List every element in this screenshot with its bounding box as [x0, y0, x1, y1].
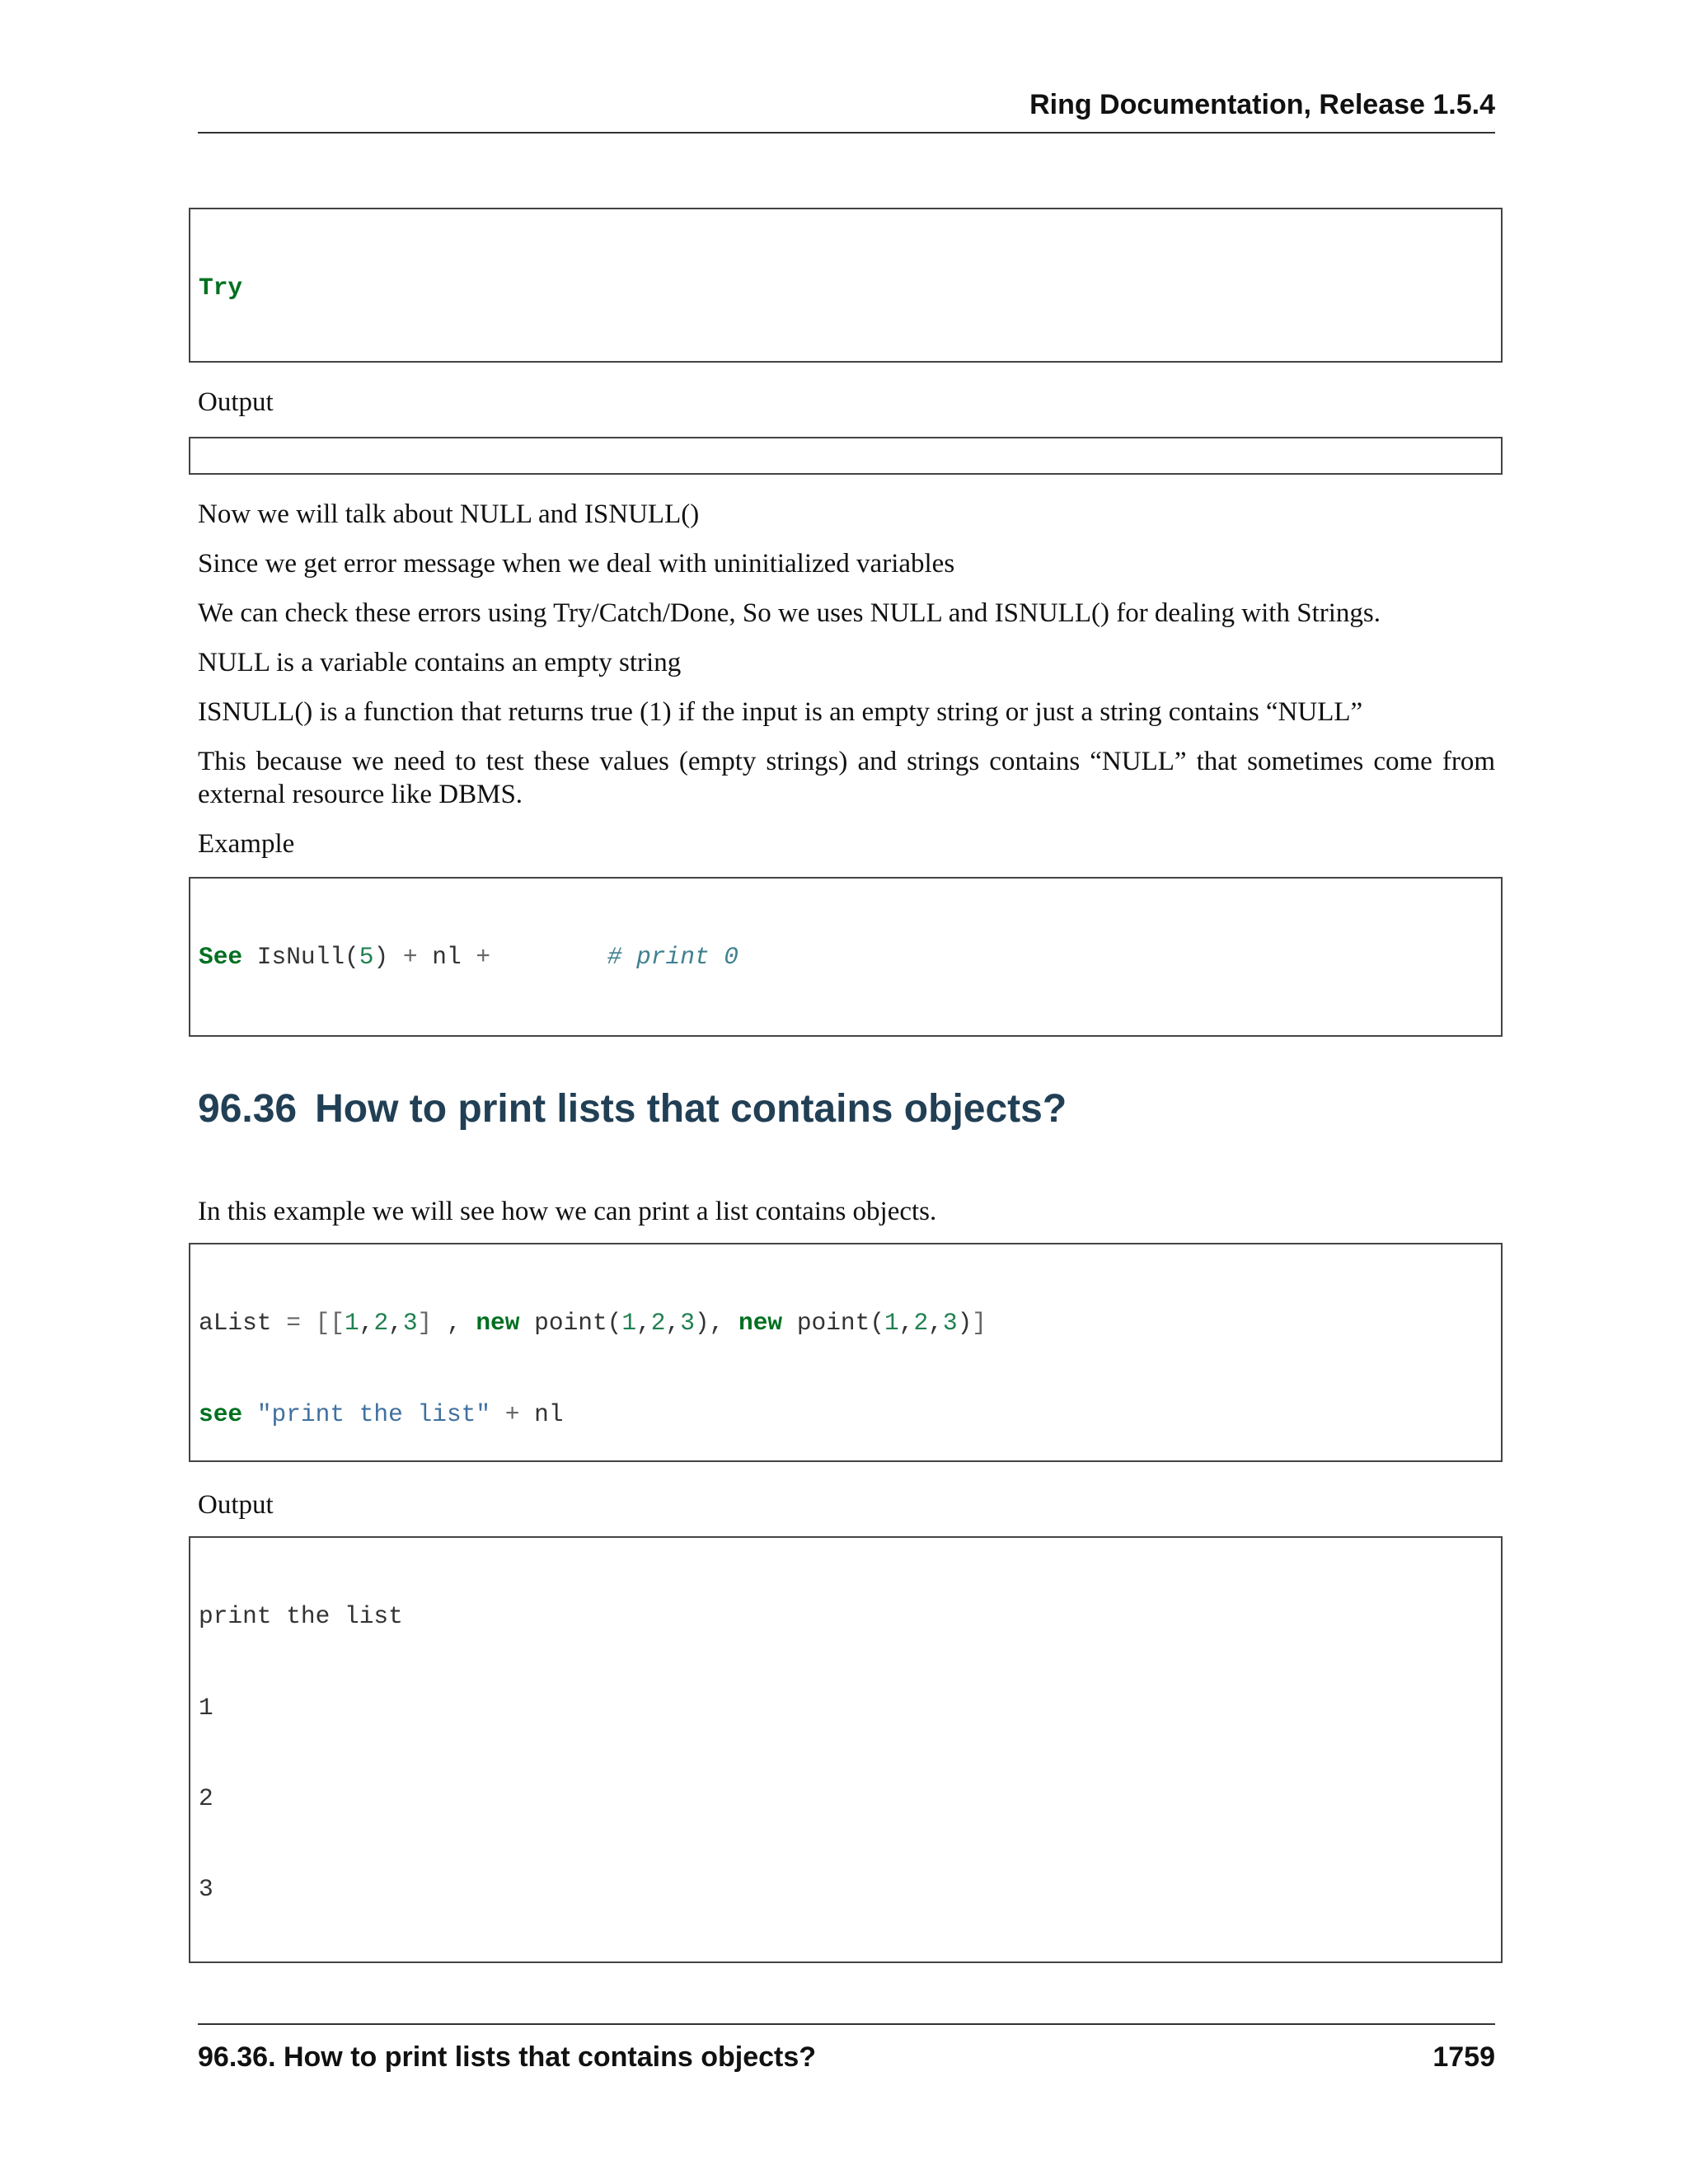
code-text: ,	[359, 1309, 374, 1338]
code-text: ),	[694, 1309, 739, 1338]
keyword: new	[738, 1309, 783, 1338]
section-heading	[198, 1086, 1067, 1132]
code-text: nl	[519, 1399, 564, 1428]
keyword: see	[199, 1399, 243, 1428]
operator: +	[504, 1399, 520, 1428]
output-block-1	[189, 437, 1503, 475]
comment: # print 0	[607, 943, 739, 972]
operator	[505, 1034, 520, 1038]
operator: ]	[972, 1309, 987, 1338]
code-block-isnull	[189, 877, 1503, 1037]
operator	[432, 1034, 447, 1038]
code-text: ,	[388, 1309, 403, 1338]
output-label: Output	[198, 387, 274, 417]
output-line: 2	[199, 1783, 213, 1812]
output-line: 1	[199, 1693, 213, 1722]
paragraph: NULL is a variable contains an empty string	[198, 648, 682, 677]
output-line: print the list	[199, 1602, 403, 1631]
keyword: Try	[199, 274, 243, 302]
code-text: ,	[898, 1309, 914, 1338]
number-literal: 1	[621, 1309, 637, 1338]
number-literal: 1	[884, 1309, 899, 1338]
example-label: Example	[198, 829, 295, 859]
operator: ]	[417, 1309, 433, 1338]
comment	[607, 1034, 738, 1038]
section-number: 96.36	[198, 1087, 298, 1131]
string-literal	[301, 1034, 403, 1038]
document-title: Ring Documentation, Release 1.5.4	[1029, 89, 1495, 120]
page-footer	[198, 2023, 1495, 2074]
paragraph: This because we need to test these values (empty strings) and strings contains “NULL” that sometimes come from external resource like DBMS.	[198, 747, 1495, 809]
operator: =	[286, 1309, 301, 1338]
string-literal: "print the list"	[256, 1399, 491, 1428]
number-literal: 3	[402, 1309, 418, 1338]
page-number: 1759	[1432, 2041, 1495, 2073]
operator: +	[402, 943, 418, 972]
code-text: IsNull(	[242, 943, 359, 972]
paragraph: ISNULL() is a function that returns true (1) if the input is an empty string or just a string contains “NULL”	[198, 697, 1363, 727]
paragraph: Since we get error message when we deal with uninitialized variables	[198, 549, 955, 579]
code-text: ,	[665, 1309, 681, 1338]
code-text: )	[957, 1309, 973, 1338]
code-block-try-catch	[189, 208, 1503, 363]
paragraph: In this example we will see how we can print a list contains objects.	[198, 1197, 937, 1226]
code-text: ,	[928, 1309, 943, 1338]
number-literal: 5	[359, 943, 374, 972]
code-text	[447, 1034, 505, 1038]
section-title-text: How to print lists that contains objects?	[315, 1087, 1067, 1131]
code-text: ,	[636, 1309, 651, 1338]
number-literal: 3	[680, 1309, 695, 1338]
operator: +	[476, 943, 491, 972]
number-literal: 2	[650, 1309, 666, 1338]
code-text: aList	[199, 1309, 287, 1338]
code-text: )	[373, 943, 403, 972]
paragraph: Now we will talk about NULL and ISNULL()	[198, 499, 700, 529]
code-text	[301, 1309, 316, 1337]
footer-section-title: 96.36. How to print lists that contains objects?	[198, 2041, 817, 2073]
code-text	[403, 1034, 432, 1038]
code-text: nl	[417, 943, 476, 972]
page-header	[198, 89, 1495, 134]
output-label: Output	[198, 1490, 274, 1520]
number-literal: 3	[942, 1309, 958, 1338]
code-block-print-lists	[189, 1243, 1503, 1462]
code-text	[490, 943, 607, 971]
number-literal: 2	[373, 1309, 389, 1338]
output-line: 3	[199, 1874, 213, 1903]
paragraph: We can check these errors using Try/Catch/Done, So we uses NULL and ISNULL() for dealing with Strings.	[198, 598, 1381, 628]
code-text	[519, 1034, 607, 1038]
code-text: point(	[782, 1309, 885, 1338]
number-literal: 1	[345, 1309, 359, 1338]
keyword: new	[476, 1309, 520, 1338]
code-text: ,	[432, 1309, 476, 1338]
output-block-2	[189, 1536, 1503, 1963]
operator: [[	[315, 1309, 345, 1338]
keyword: See	[199, 943, 243, 972]
number-literal: 2	[913, 1309, 929, 1338]
code-text	[199, 1034, 301, 1038]
code-text: point(	[519, 1309, 622, 1338]
